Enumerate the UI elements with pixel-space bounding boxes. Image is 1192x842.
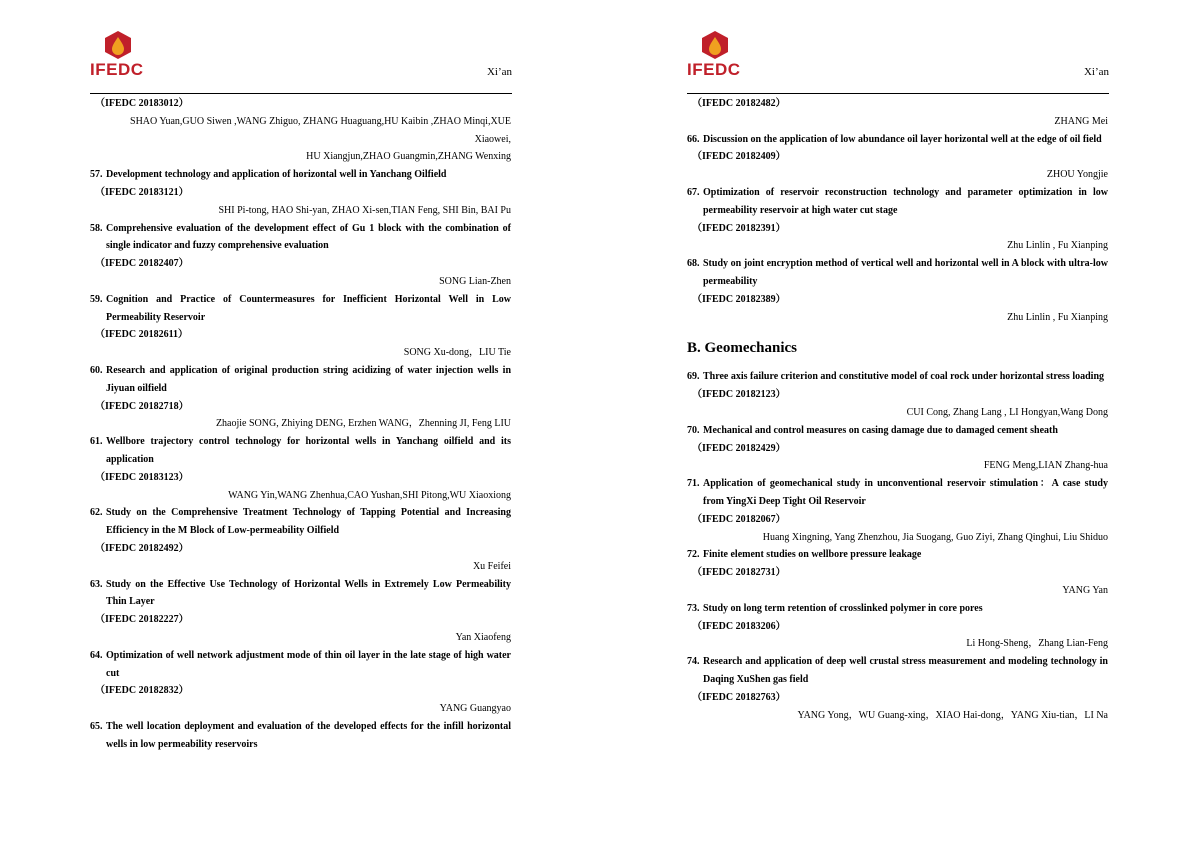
paper-title [90,647,511,683]
paper-number: 62. [90,507,103,519]
paper-number: 58. [90,222,103,234]
paper-title-text: Application of geomechanical study in unconventional reservoir stimulation：A case study from YingXi Deep Tight Oil Reservoir [703,478,1108,507]
paper-code: （IFEDC 20182832） [95,685,189,697]
paper-title-text: Study on the Comprehensive Treatment Technology of Tapping Potential and Increasing Efficiency in the M Block of Low-permeability Oilfield [106,507,511,537]
paper-code: （IFEDC 20182409） [692,151,786,163]
paper-code: （IFEDC 20182718） [95,400,189,412]
paper-title [687,184,1108,220]
paper-title-text: Three axis failure criterion and constitutive model of coal rock under horizontal stress loading [703,371,1105,383]
header-city: Xi’an [486,66,512,78]
paper-title [90,718,511,754]
logo-hexagon-icon [699,30,731,60]
paper-number: 72. [687,549,700,561]
left-page [90,0,530,842]
paper-title-text: Mechanical and control measures on casing damage due to damaged cement sheath [703,424,1058,436]
paper-authors: WANG Yin,WANG Zhenhua,CAO Yushan,SHI Pitong,WU Xiaoxiong [228,489,511,501]
paper-title-text: Comprehensive evaluation of the development effect of Gu 1 block with the combination of single indicator and fuzzy comprehensive evaluation [106,222,511,252]
paper-number: 71. [687,478,700,490]
paper-authors: YANG Guangyao [439,703,511,715]
logo-text: IFEDC [687,60,741,79]
paper-code: （IFEDC 20183123） [95,471,189,483]
header-rule [687,93,1109,94]
paper-title-text: Study on the Effective Use Technology of Horizontal Wells in Extremely Low Permeability Thin Layer [106,578,511,608]
paper-title [687,475,1108,511]
paper-authors: CUI Cong, Zhang Lang , LI Hongyan,Wang Dong [906,406,1108,418]
paper-number: 60. [90,364,103,376]
paper-title [90,576,511,612]
paper-number: 64. [90,649,103,661]
paper-title [90,504,511,540]
paper-authors: Xu Feifei [472,560,511,572]
paper-title-text: Study on long term retention of crosslinked polymer in core pores [703,602,983,614]
paper-title [90,362,511,398]
paper-authors: YANG Yong，WU Guang-xing，XIAO Hai-dong，YANG Xiu-tian，LI Na [797,709,1108,721]
left-content [90,95,511,753]
paper-title [90,220,511,256]
paper-number: 68. [687,258,700,270]
header-rule [90,93,512,94]
paper-code: （IFEDC 20182492） [95,542,189,554]
logo-hexagon-icon [102,30,134,60]
paper-code: （IFEDC 20182227） [95,614,189,626]
paper-authors: Zhu Linlin , Fu Xianping [1007,240,1108,252]
paper-number: 70. [687,424,700,436]
right-page [687,0,1127,842]
paper-number: 73. [687,602,700,614]
paper-code: （IFEDC 20182482） [692,98,786,109]
paper-title [687,546,1108,564]
paper-code: （IFEDC 20182391） [692,222,786,234]
paper-title-text: Discussion on the application of low abundance oil layer horizontal well at the edge of oil field [703,133,1102,145]
paper-title-text: The well location deployment and evaluation of the developed effects for the infill horizontal wells in low permeability reservoirs [106,720,511,750]
paper-authors: SONG Xu-dong，LIU Tie [403,347,511,359]
paper-authors: SHI Pi-tong, HAO Shi-yan, ZHAO Xi-sen,TIAN Feng, SHI Bin, BAI Pu [218,204,511,216]
paper-authors: SONG Lian-Zhen [439,275,511,287]
paper-title-text: Optimization of well network adjustment mode of thin oil layer in the late stage of high water cut [106,649,511,679]
paper-authors: Li Hong-Sheng，Zhang Lian-Feng [966,638,1108,650]
paper-authors: Zhu Linlin , Fu Xianping [1007,311,1108,323]
logo-text: IFEDC [90,60,144,79]
paper-title [90,291,511,327]
paper-title-text: Cognition and Practice of Countermeasures for Inefficient Horizontal Well in Low Permeability Reservoir [106,293,511,323]
paper-authors: SHAO Yuan,GUO Siwen ,WANG Zhiguo, ZHANG Huaguang,HU Kaibin ,ZHAO Minqi,XUE Xiaowei, [130,115,511,145]
paper-title-text: Finite element studies on wellbore pressure leakage [703,549,922,561]
paper-title [687,255,1108,291]
paper-number: 61. [90,436,103,448]
section-heading: B. Geomechanics [687,340,797,357]
paper-authors: FENG Meng,LIAN Zhang-hua [983,460,1108,472]
paper-code: （IFEDC 20182763） [692,691,786,703]
paper-authors: ZHANG Mei [1054,115,1108,127]
header-city: Xi’an [1083,66,1109,78]
paper-title [90,433,511,469]
paper-title [90,166,511,184]
paper-authors: YANG Yan [1062,584,1108,596]
paper-code: （IFEDC 20182407） [95,258,189,270]
paper-title-text: Research and application of original production string acidizing of water injection wells in Jiyuan oilfield [106,364,511,394]
paper-number: 67. [687,186,700,198]
paper-title-text: Development technology and application of horizontal well in Yanchang Oilfield [106,169,447,181]
paper-code: （IFEDC 20182123） [692,389,786,401]
paper-code: （IFEDC 20183121） [95,186,189,198]
paper-number: 66. [687,133,700,145]
paper-authors: ZHOU Yongjie [1046,169,1108,181]
paper-number: 63. [90,578,103,590]
paper-title [687,131,1108,149]
paper-title-text: Research and application of deep well crustal stress measurement and modeling technology in Daqing XuShen gas field [703,656,1108,685]
paper-number: 59. [90,293,103,305]
paper-code: （IFEDC 20182389） [692,293,786,305]
paper-authors: Yan Xiaofeng [455,631,511,643]
paper-title-text: Study on joint encryption method of vertical well and horizontal well in A block with ultra-low permeability [703,258,1108,287]
ifedc-logo [687,30,747,80]
ifedc-logo [90,30,150,80]
paper-code: （IFEDC 20182067） [692,513,786,525]
paper-authors: HU Xiangjun,ZHAO Guangmin,ZHANG Wenxing [306,151,511,163]
paper-authors: Zhaojie SONG, Zhiying DENG, Erzhen WANG，Zhenning JI, Feng LIU [215,418,511,430]
paper-number: 69. [687,371,700,383]
paper-code: （IFEDC 20183206） [692,620,786,632]
paper-title-text: Optimization of reservoir reconstruction technology and parameter optimization in low permeability reservoir at high water cut stage [703,186,1108,216]
paper-code: （IFEDC 20183012） [95,98,189,109]
paper-title [687,368,1108,386]
paper-number: 57. [90,169,103,181]
paper-title [687,600,1108,618]
paper-code: （IFEDC 20182731） [692,567,786,579]
paper-code: （IFEDC 20182611） [95,329,189,341]
paper-number: 65. [90,720,103,732]
paper-number: 74. [687,656,700,668]
paper-title-text: Wellbore trajectory control technology for horizontal wells in Yanchang oilfield and its application [106,436,511,465]
paper-title [687,653,1108,689]
paper-title [687,422,1108,440]
paper-authors: Huang Xingning, Yang Zhenzhou, Jia Suogang, Guo Ziyi, Zhang Qinghui, Liu Shiduo [762,531,1108,543]
paper-code: （IFEDC 20182429） [692,442,786,454]
right-content [687,95,1108,724]
